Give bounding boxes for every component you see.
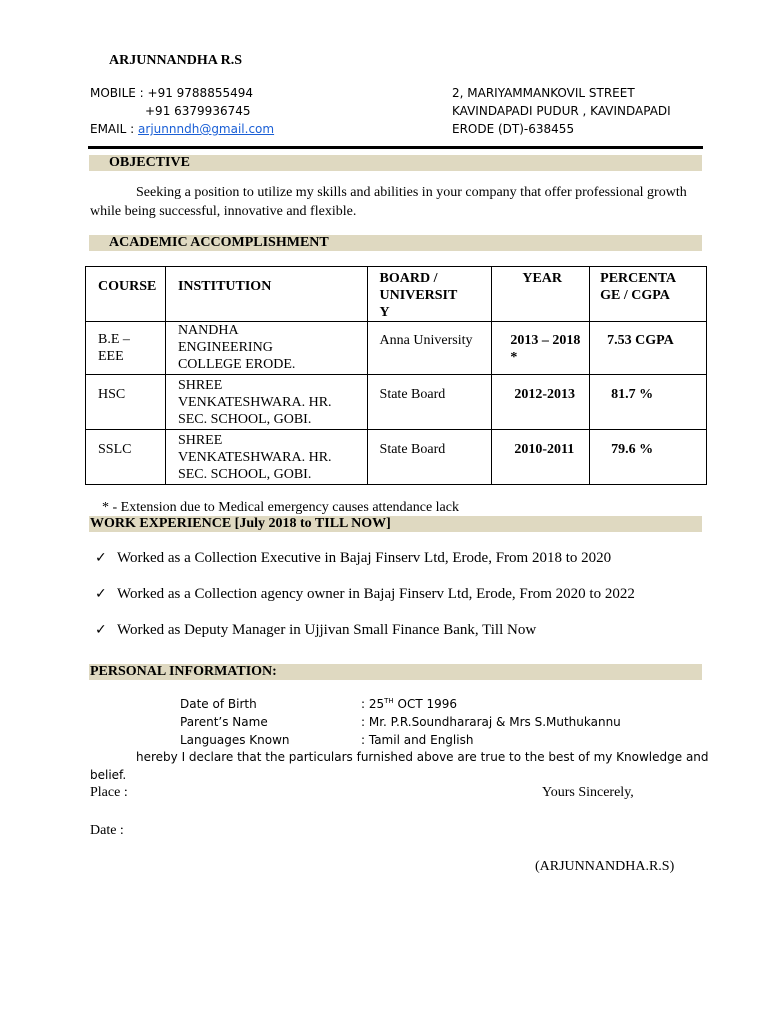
personal-heading: PERSONAL INFORMATION: <box>90 664 277 679</box>
languages-value: : Tamil and English <box>361 733 474 747</box>
mobile-line-1 <box>90 84 274 102</box>
address-block <box>452 84 671 138</box>
objective-heading: OBJECTIVE <box>109 155 190 170</box>
place-label: Place : <box>90 785 128 800</box>
mobile-number-1: +91 9788855494 <box>147 86 254 100</box>
header-course: COURSE <box>86 267 166 322</box>
row-board: Anna University <box>367 322 492 375</box>
languages-label: Languages Known <box>180 733 290 747</box>
objective-band <box>89 155 702 171</box>
header-divider <box>88 146 703 149</box>
contact-block <box>90 84 274 138</box>
address-line-2: KAVINDAPADI PUDUR , KAVINDAPADI <box>452 104 671 118</box>
email-label: EMAIL : <box>90 122 139 136</box>
declaration-line-2: belief. <box>90 768 127 782</box>
mobile-line-2: +91 6379936745 <box>145 104 251 118</box>
email-line <box>90 120 274 138</box>
row-board: State Board <box>367 375 492 430</box>
row-course: B.E – EEE <box>86 322 166 375</box>
personal-band <box>89 664 702 680</box>
academic-band <box>89 235 702 251</box>
address-line-3: ERODE (DT)-638455 <box>452 122 575 136</box>
row-score: 79.6 % <box>590 430 707 485</box>
list-item: ✓ Worked as a Collection agency owner in Bajaj Finserv Ltd, Erode, From 2020 to 2022 <box>95 586 635 602</box>
check-mark-icon: ✓ <box>95 550 107 566</box>
mobile-label: MOBILE : <box>90 86 148 100</box>
row-year: 2013 – 2018 * <box>492 322 590 375</box>
row-score: 7.53 CGPA <box>590 322 707 375</box>
header-board: BOARD / UNIVERSIT Y <box>367 267 492 322</box>
objective-line-1: Seeking a position to utilize my skills and abilities in your company that offer professional growth <box>136 185 687 200</box>
row-course: HSC <box>86 375 166 430</box>
table-row <box>86 430 707 485</box>
header-score: PERCENTA GE / CGPA <box>590 267 707 322</box>
email-link[interactable]: arjunnndh@gmail.com <box>138 122 275 136</box>
row-institution: SHREE VENKATESHWARA. HR. SEC. SCHOOL, GOBI. <box>165 430 367 485</box>
header-institution: INSTITUTION <box>165 267 367 322</box>
row-score: 81.7 % <box>590 375 707 430</box>
yours-sincerely: Yours Sincerely, <box>542 785 634 800</box>
check-mark-icon: ✓ <box>95 586 107 602</box>
header-year: YEAR <box>492 267 590 322</box>
academic-heading: ACADEMIC ACCOMPLISHMENT <box>109 235 329 250</box>
row-course: SSLC <box>86 430 166 485</box>
work-heading: WORK EXPERIENCE [July 2018 to TILL NOW] <box>90 516 391 531</box>
parent-value: : Mr. P.R.Soundhararaj & Mrs S.Muthukannu <box>361 715 621 729</box>
dob-value: : 25TH OCT 1996 <box>361 697 458 711</box>
list-item: ✓ Worked as a Collection Executive in Bajaj Finserv Ltd, Erode, From 2018 to 2020 <box>95 550 612 566</box>
row-institution: SHREE VENKATESHWARA. HR. SEC. SCHOOL, GOBI. <box>165 375 367 430</box>
objective-line-2: while being successful, innovative and flexible. <box>90 204 357 219</box>
declaration-line-1: hereby I declare that the particulars furnished above are true to the best of my Knowledge and <box>136 750 709 764</box>
dob-label: Date of Birth <box>180 697 257 711</box>
row-year: 2010-2011 <box>492 430 590 485</box>
parent-label: Parent’s Name <box>180 715 268 729</box>
row-institution: NANDHA ENGINEERING COLLEGE ERODE. <box>165 322 367 375</box>
row-board: State Board <box>367 430 492 485</box>
candidate-name: ARJUNNANDHA R.S <box>109 53 243 68</box>
list-item: ✓ Worked as Deputy Manager in Ujjivan Small Finance Bank, Till Now <box>95 622 537 638</box>
row-year: 2012-2013 <box>492 375 590 430</box>
work-band <box>89 516 702 532</box>
signature-name: (ARJUNNANDHA.R.S) <box>535 859 675 874</box>
table-header-row <box>86 267 707 322</box>
check-mark-icon: ✓ <box>95 622 107 638</box>
academic-footnote: * - Extension due to Medical emergency causes attendance lack <box>102 500 459 515</box>
academic-table <box>85 266 707 485</box>
table-row <box>86 322 707 375</box>
date-label: Date : <box>90 823 124 838</box>
address-line-1: 2, MARIYAMMANKOVIL STREET <box>452 86 635 100</box>
table-row <box>86 375 707 430</box>
